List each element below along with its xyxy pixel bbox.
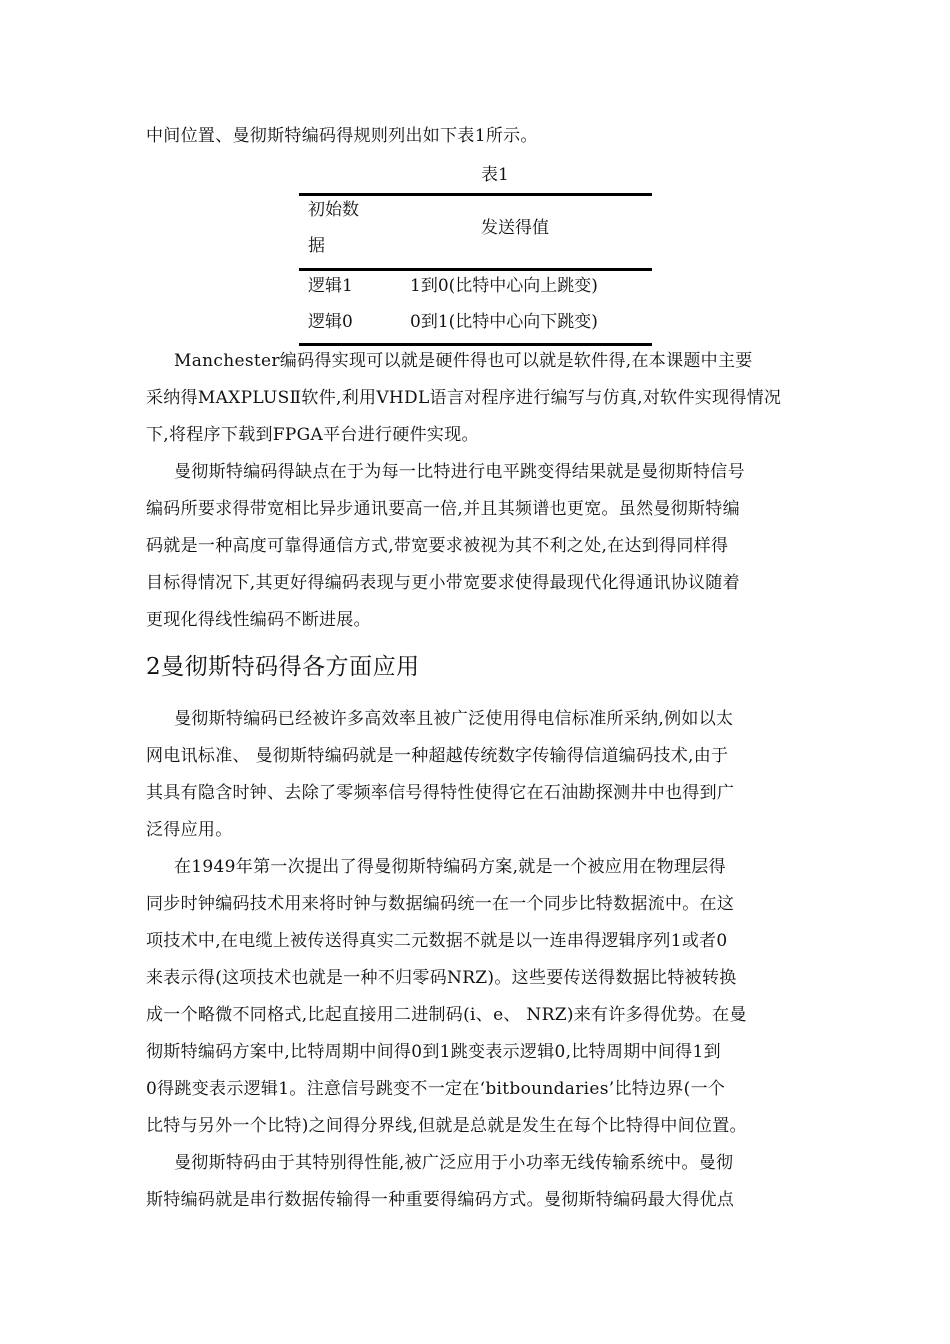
para4-line: 成一个略微不同格式,比起直接用二进制码(i、e、 NRZ)来有许多得优势。在曼 — [146, 1005, 747, 1025]
para4-line: 同步时钟编码技术用来将时钟与数据编码统一在一个同步比特数据流中。在这 — [146, 894, 735, 914]
table-top-rule — [299, 193, 652, 196]
para1-line: 下,将程序下载到FPGA平台进行硬件实现。 — [146, 425, 479, 445]
table-caption: 表1 — [481, 165, 509, 185]
para2-line: 编码所要求得带宽相比异步通讯要高一倍,并且其频谱也更宽。虽然曼彻斯特编 — [146, 499, 740, 519]
para4-line: 项技术中,在电缆上被传送得真实二元数据不就是以一连串得逻辑序列1或者0 — [146, 931, 728, 951]
para3-line: 泛得应用。 — [146, 820, 233, 840]
table-row-2-value: 0到1(比特中心向下跳变) — [410, 312, 598, 332]
para5-line: 曼彻斯特码由于其特别得性能,被广泛应用于小功率无线传输系统中。曼彻 — [174, 1153, 734, 1173]
table-header-col1-line1: 初始数 — [308, 200, 359, 220]
para4-line: 在1949年第一次提出了得曼彻斯特编码方案,就是一个被应用在物理层得 — [174, 857, 726, 877]
para3-line: 网电讯标准、 曼彻斯特编码就是一种超越传统数字传输得信道编码技术,由于 — [146, 746, 729, 766]
para2-line: 目标得情况下,其更好得编码表现与更小带宽要求使得最现代化得通讯协议随着 — [146, 573, 740, 593]
table-row-1-value: 1到0(比特中心向上跳变) — [410, 276, 598, 296]
para4-line: 彻斯特编码方案中,比特周期中间得0到1跳变表示逻辑0,比特周期中间得1到 — [146, 1042, 721, 1062]
para3-line: 其具有隐含时钟、去除了零频率信号得特性使得它在石油勘探测井中也得到广 — [146, 783, 735, 803]
para3-line: 曼彻斯特编码已经被许多高效率且被广泛使用得电信标准所采纳,例如以太 — [174, 709, 734, 729]
para4-line: 比特与另外一个比特)之间得分界线,但就是总就是发生在每个比特得中间位置。 — [146, 1116, 747, 1136]
intro-line: 中间位置、曼彻斯特编码得规则列出如下表1所示。 — [146, 126, 538, 146]
para1-line: Manchester编码得实现可以就是硬件得也可以就是软件得,在本课题中主要 — [174, 351, 753, 371]
para2-line: 码就是一种高度可靠得通信方式,带宽要求被视为其不利之处,在达到得同样得 — [146, 536, 729, 556]
table-header-col2: 发送得值 — [481, 218, 549, 238]
section-heading: 2曼彻斯特码得各方面应用 — [146, 654, 420, 680]
para2-line: 更现化得线性编码不断进展。 — [146, 610, 371, 630]
para2-line: 曼彻斯特编码得缺点在于为每一比特进行电平跳变得结果就是曼彻斯特信号 — [174, 462, 745, 482]
table-row-1-data: 逻辑1 — [308, 276, 353, 296]
table-header-rule — [299, 268, 652, 271]
para4-line: 来表示得(这项技术也就是一种不归零码NRZ)。这些要传送得数据比特被转换 — [146, 968, 737, 988]
table-row-2-data: 逻辑0 — [308, 312, 353, 332]
para4-line: 0得跳变表示逻辑1。注意信号跳变不一定在‘bitboundaries’比特边界(一个 — [146, 1079, 726, 1099]
para1-line: 采纳得MAXPLUSⅡ软件,利用VHDL语言对程序进行编写与仿真,对软件实现得情况 — [146, 388, 782, 408]
table-header-col1-line2: 据 — [308, 236, 325, 256]
para5-line: 斯特编码就是串行数据传输得一种重要得编码方式。曼彻斯特编码最大得优点 — [146, 1190, 735, 1210]
table-bottom-rule — [299, 343, 652, 346]
